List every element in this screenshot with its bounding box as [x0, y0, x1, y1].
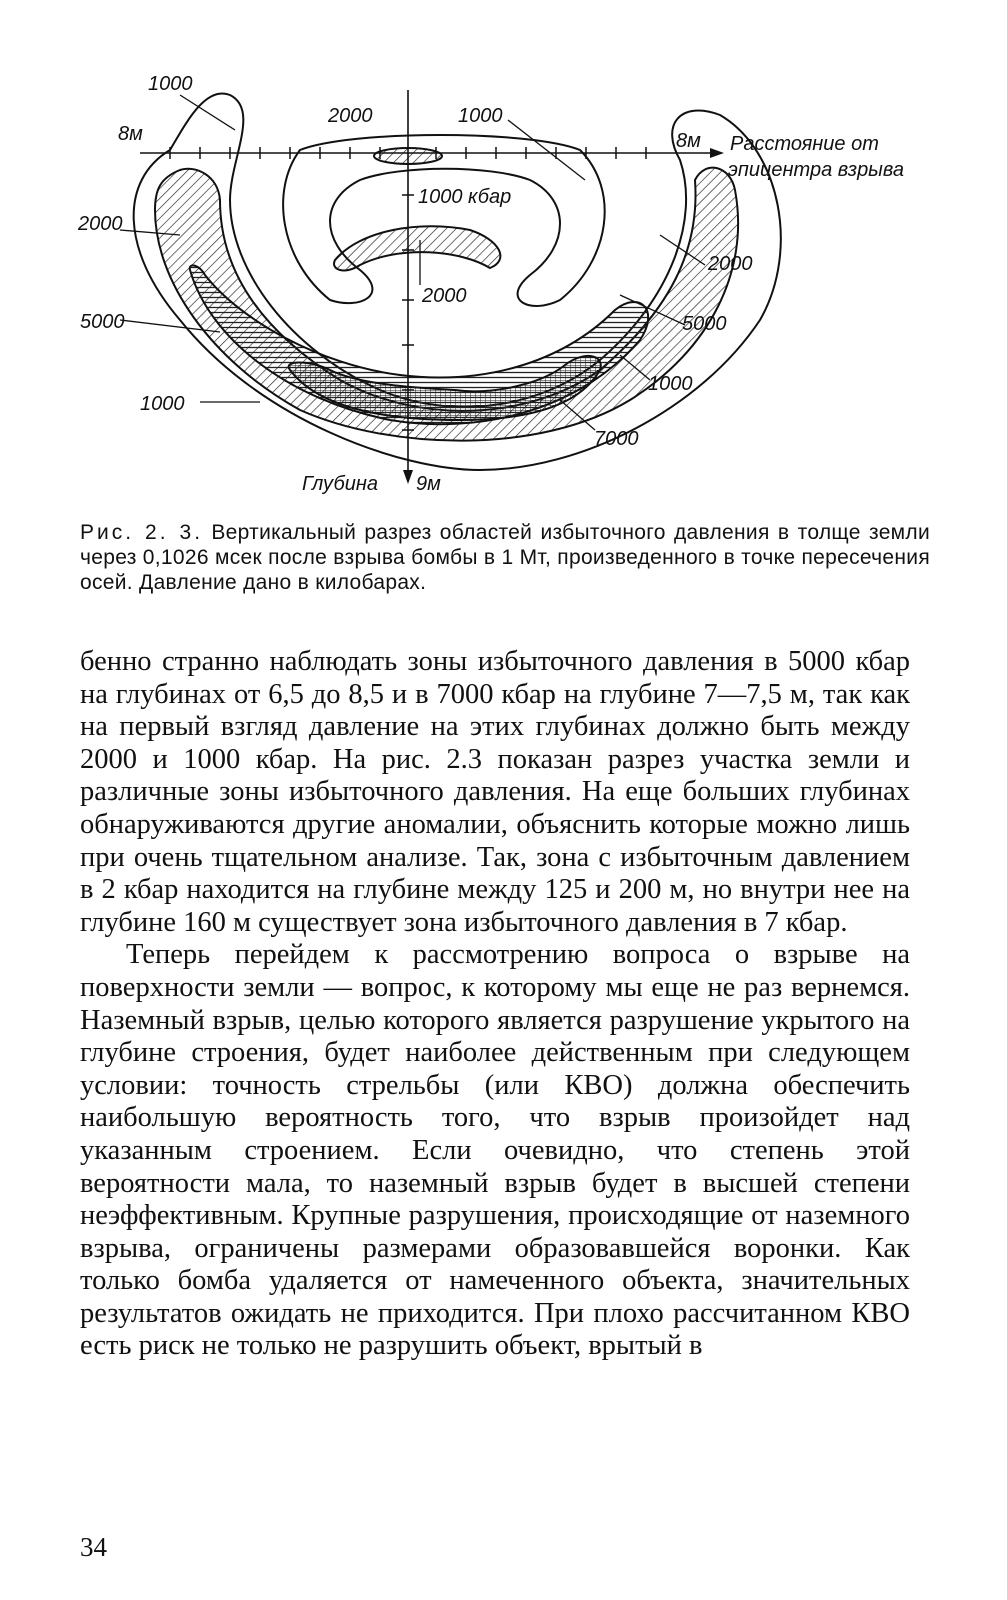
inner-1000-zone: [283, 135, 605, 306]
label-axis-distance-2: эпицентра взрыва: [728, 159, 905, 181]
figure-caption: [80, 520, 930, 595]
depth-axis-arrow: [403, 470, 413, 484]
label-center-1000-kbar: 1000 кбар: [418, 186, 512, 208]
label-right-5000: 5000: [682, 313, 727, 335]
label-depth: Глубина: [302, 473, 378, 495]
label-left-1000: 1000: [140, 393, 185, 415]
label-right-2000: 2000: [708, 253, 753, 275]
label-right-1000: 1000: [648, 373, 693, 395]
crescent-2000-zone: [334, 226, 500, 270]
caption-text: Вертикальный разрез областей избыточного давления в толще земли через 0,1026 мсек после взрыва бомбы в 1 Мт, произведенного в точке пересечения осей. Давление дано в килобарах.: [80, 521, 930, 594]
label-top-1000: 1000: [458, 105, 503, 127]
label-inner-2000: 2000: [422, 285, 467, 307]
label-left-8m: 8м: [118, 123, 143, 145]
label-left-5000: 5000: [80, 311, 125, 333]
paragraph-2: Теперь перейдем к рассмотрению вопроса о взрыве на поверхности земли — вопрос, к которому мы еще не раз вернемся. Наземный взрыв, целью которого является разрушение укрытого на глубине строения, будет наиболее действенным при следующем условии: точность стрельбы (или КВО) должна обеспечить наибольшую вероятность того, что взрыв произойдет над указанным строением. Если очевидно, что степень этой вероятности мала, то наземный взрыв будет в высшей степени неэффективным. Крупные разрушения, происходящие от наземного взрыва, ограничены размерами образовавшейся воронки. Как только бомба удаляется от намеченного объекта, значительных результатов ожидать не приходится. При плохо рассчитанном КВО есть риск не только не разрушить объект, врытый в: [80, 939, 910, 1362]
label-depth-value: 9м: [416, 473, 441, 495]
label-right-8m: 8м: [676, 130, 701, 152]
pressure-section-figure: [60, 70, 940, 510]
distance-axis-arrow: [710, 148, 724, 158]
label-axis-distance-1: Расстояние от: [730, 133, 879, 155]
label-bottom-7000: 7000: [594, 428, 639, 450]
body-text: [80, 646, 910, 1363]
caption-prefix: Рис. 2. 3.: [80, 521, 204, 544]
pressure-diagram: [60, 70, 940, 510]
label-top-2000: 2000: [328, 105, 373, 127]
label-top-left-1000: 1000: [148, 73, 193, 95]
label-left-2000: 2000: [78, 213, 123, 235]
page-number: 34: [80, 1532, 107, 1562]
paragraph-1: бенно странно наблюдать зоны избыточного давления в 5000 кбар на глубинах от 6,5 до 8,5 и в 7000 кбар на глубине 7—7,5 м, так как на первый взгляд давление на этих глубинах должно быть между 2000 и 1000 кбар. На рис. 2.3 показан разрез участка земли и различные зоны избыточного давления. На еще больших глубинах обнаруживаются другие аномалии, объяснить которые можно лишь при очень тщательном анализе. Так, зона с избыточным давлением в 2 кбар находится на глубине между 125 и 200 м, но внутри нее на глубине 160 м существует зона избыточного давления в 7 кбар.: [80, 646, 910, 938]
